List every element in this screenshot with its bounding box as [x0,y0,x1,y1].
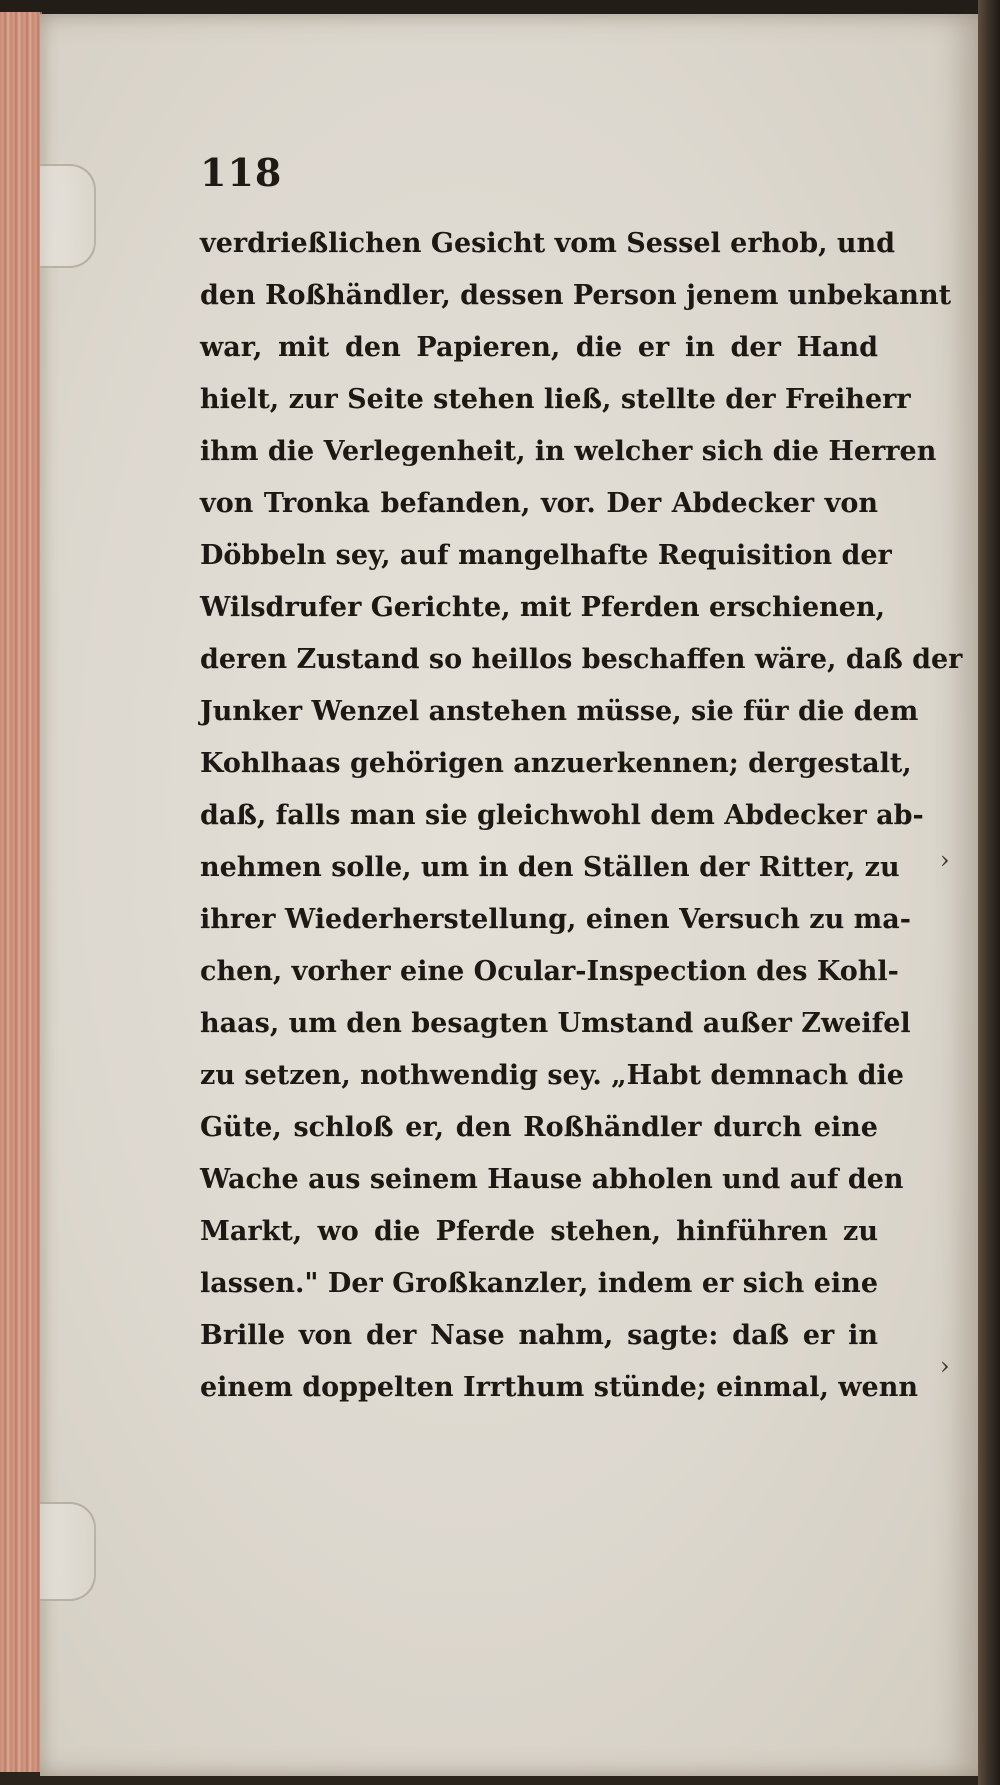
text-line: ihm die Verlegenheit, in welcher sich die Herren [200,436,937,467]
text-line: deren Zustand so heillos beschaffen wäre, daß der [200,644,963,675]
text-line: einem doppelten Irrthum stünde; einmal, wenn [200,1372,918,1403]
text-line: Brille von der Nase nahm, sagte: daß er in [200,1320,878,1351]
page-number: 118 [200,150,283,195]
page-clip-top [40,164,96,268]
text-line: daß, falls man sie gleichwohl dem Abdecker ab- [200,800,924,831]
margin-mark: › [940,1352,950,1380]
text-line: Wache aus seinem Hause abholen und auf den [200,1164,904,1195]
text-line: Kohlhaas gehörigen anzuerkennen; dergestalt, [200,748,912,779]
text-line: hielt, zur Seite stehen ließ, stellte der Freiherr [200,384,911,415]
text-line: Güte, schloß er, den Roßhändler durch eine [200,1112,878,1143]
text-line: den Roßhändler, dessen Person jenem unbekannt [200,280,952,311]
text-line: nehmen solle, um in den Ställen der Ritter, zu [200,852,900,883]
margin-mark: › [940,846,950,874]
page-fore-edge [0,12,42,1772]
text-line: Wilsdrufer Gerichte, mit Pferden erschienen, [200,592,886,623]
text-line: von Tronka befanden, vor. Der Abdecker von [200,488,878,519]
text-line: Junker Wenzel anstehen müsse, sie für die dem [200,696,919,727]
text-line: zu setzen, nothwendig sey. „Habt demnach die [200,1060,904,1091]
text-line: verdrießlichen Gesicht vom Sessel erhob, und [200,228,896,259]
text-line: lassen." Der Großkanzler, indem er sich eine [200,1268,878,1299]
page-clip-bottom [40,1502,96,1601]
body-text [200,218,963,1414]
text-line: haas, um den besagten Umstand außer Zweifel [200,1008,911,1039]
text-line: chen, vorher eine Ocular-Inspection des Kohl- [200,956,899,987]
text-line: Döbbeln sey, auf mangelhafte Requisition der [200,540,892,571]
text-line: Markt, wo die Pferde stehen, hinführen zu [200,1216,878,1247]
text-line: ihrer Wiederherstellung, einen Versuch zu ma- [200,904,911,935]
text-line: war, mit den Papieren, die er in der Hand [200,332,878,363]
book-spine-edge [978,0,1000,1785]
